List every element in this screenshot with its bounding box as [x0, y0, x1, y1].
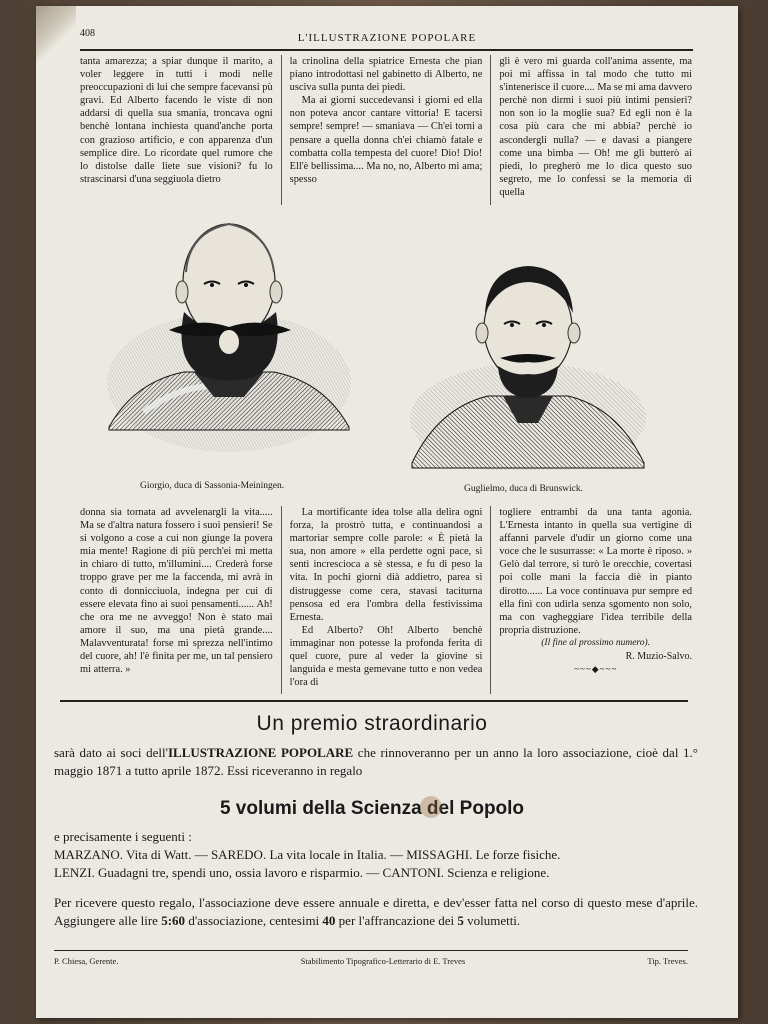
page-number: 408 — [80, 28, 95, 39]
volumes-count: 5 — [219, 798, 231, 819]
book-list-row: MARZANO. Vita di Watt. — SAREDO. La vita locale in Italia. — MISSAGHI. Le forze fisiche. — [54, 847, 561, 862]
bottom-text-columns — [80, 506, 692, 694]
advert-title: Un premio straordinario — [256, 712, 488, 735]
column-divider — [490, 55, 491, 205]
newspaper-page — [36, 6, 738, 1018]
paragraph: la crinolina della spiatrice Ernesta che pian piano introdottasi nel gabinetto di Alberto, ne usciva sulla punta dei piedi. — [289, 56, 483, 94]
engraving-guglielmo — [408, 258, 648, 470]
footer-rule — [54, 950, 688, 951]
text-column-1 — [80, 55, 273, 205]
paragraph: La mortificante idea tolse alla delira ogni forza, la prostrò tutta, e continuandosi a martoriar sempre colle parole: « È pietà la sua, non amore » ella perdette ogni pace, si sentì increscioса a sè stessa, e fu di peso la vita. In pochi giorni dià addietro, parea si distruggesse come cera, stavasi taciturna pensosa ed era l'ombra della festivissima Ernesta. — [289, 507, 483, 623]
advert-list-intro: e precisamente i seguenti : — [54, 829, 192, 844]
running-title: L'ILLUSTRAZIONE POPOLARE — [297, 32, 477, 44]
caption-giorgio: Giorgio, duca di Sassonia-Meiningen. — [140, 481, 285, 491]
advert-text: per l'affrancazione dei — [335, 913, 458, 928]
column-divider — [281, 506, 282, 694]
column-divider — [281, 55, 282, 205]
price-lire: 5:60 — [161, 913, 186, 928]
imprint-manager: P. Chiesa, Gerente. — [54, 956, 119, 966]
ornament-rule: ~~~◆~~~ — [574, 664, 618, 675]
header-rule — [80, 49, 693, 51]
paper-stain — [420, 796, 442, 818]
publication-name: ILLUSTRAZIONE POPOLARE — [167, 745, 354, 760]
volume-count: 5 — [457, 913, 464, 928]
paragraph: tanta amarezza; a spiar dunque il marito, a voler leggere in tutti i modi nelle preoccupazioni di lui che sempre facevansi pù gravi. Ed Alberto facendo le viste di non addarsi di quella sua smania, troncava ogni benchè lontana inchiesta quand'anche porta con grazioso artificio, e con apparenza d'un semplice dire. Lo ricordate quel rumore che lo distolse dalle liete sue visioni? fu lo strascinarsi d'una seggiuola dietro — [80, 56, 273, 185]
text-column-6 — [499, 506, 692, 694]
caption-guglielmo: Guglielmo, duca di Brunswick. — [464, 484, 583, 494]
book-list-row: LENZI. Guadagni tre, spendi uno, ossia lavoro e risparmio. — CANTONI. Scienza e religione. — [54, 865, 550, 880]
advert-conditions — [54, 894, 698, 930]
paragraph: gli è vero mi guarda coll'anima assente, ma poi mi affissa in tal modo che tutto mi s'intenerisce il cuore.... Ma se mi ama davvero perchè non dirmi i suoi più intimi pensieri? non son io la moglie sua? Ed egli non è la cosa più cara che mi abbia? perchè io ascondergli nulla? — e davasi a piangere come una bimba — Oh! me gli butterò ai piedi, lo pregherò me lo dica questo suo segreto, me lo confessi se la memoria di quella — [499, 56, 693, 198]
paragraph: togliere entrambi da una tanta agonia. L'Ernesta intanto in quella sua vertigine di affanni parvele d'udir un giorno come una voce che le susurrasse: « La morte è riposo. » Gelò dal terrore, si turò le orecchie, covertasi poi colle mani la faccia diè in pianto dirotto...... La voce continuava pur sempre ed ella finì con udirla senza sgomento non solo, ma con vagheggiare l'idea terribile della propria distruzione. — [499, 507, 693, 636]
text-column-4 — [80, 506, 273, 694]
column-divider — [490, 506, 491, 694]
text-column-5 — [290, 506, 483, 694]
advert-text: d'associazione, centesimi — [185, 913, 323, 928]
advert-text: Per ricevere questo regalo, l'associazione deve essere annuale e diretta, e dev'esser fatta nel corso di questo mese d'aprile. Aggiungere alle lire — [54, 895, 698, 928]
continuation-note: (Il fine al prossimo numero). — [541, 637, 651, 648]
advert-intro-paragraph — [54, 744, 698, 780]
portrait-guglielmo — [408, 258, 648, 470]
volumes-title: volumi della Scienza del Popolo — [230, 798, 525, 819]
engraving-giorgio — [104, 212, 354, 462]
paragraph: donna sia tornata ad avvelenargli la vita..... Ma se d'altra natura fossero i suoi pensieri! Se si volgono a cose a cui non giunge la povera mia mente! Ragione di più perch'ei mi metta in chiaro di tutto, m'illumini.... Crederà forse troppo grave per me la faccenda, mi avrà in conto di donnicciuola, indegna per cui di essere elevata fino ai suoi pensamenti...... Ah! che ora me ne avveggo! Non è stato mai amore il suo, ma una pietà grande.... Malavventurata! forse mi sprezza nell'intimo del cuore, ah! l'è finita per me, un tal pensiero mi atterra. » — [80, 507, 273, 676]
advert-text: sarà dato ai soci dell' — [54, 745, 168, 760]
advert-text: che rinnoveranno per un anno la loro associazione, cioè dal 1.° maggio 1871 a tutto aprile 1872. Essi riceveranno in regalo — [54, 745, 699, 778]
section-rule — [60, 700, 688, 702]
author-signature: R. Muzio-Salvo. — [625, 651, 693, 663]
price-cents: 40 — [322, 913, 336, 928]
advert-text: volumetti. — [463, 913, 521, 928]
text-column-3 — [499, 55, 692, 205]
paragraph: Ma ai giorni succedevansi i giorni ed ella non poteva ancor cantare vittoria! E tacersi sempre! sempre! — smaniava — Ch'ei torni a pensare a quella donna ch'ei chiamò fatale e combatta colla tempesta del cuore! Dio! Dio! Ell'è bellissima.... Ma no, no, Alberto mi ama; spesso — [289, 95, 483, 185]
advert-book-list — [54, 846, 694, 882]
portrait-giorgio — [104, 212, 354, 462]
text-column-2 — [290, 55, 483, 205]
imprint-typography: Tip. Treves. — [647, 956, 688, 966]
paragraph: Ed Alberto? Oh! Alberto benchè immaginar non potesse la profonda ferita di quel cuore, pure al veder la giovine si languida e mesta gemevane tutto e non vedea l'ora di — [289, 624, 483, 689]
imprint-printer: Stabilimento Tipografico-Letterario di E. Treves — [300, 956, 466, 966]
top-text-columns — [80, 55, 692, 205]
imprint-footer — [54, 956, 688, 966]
advert-volumes-heading — [36, 798, 708, 820]
